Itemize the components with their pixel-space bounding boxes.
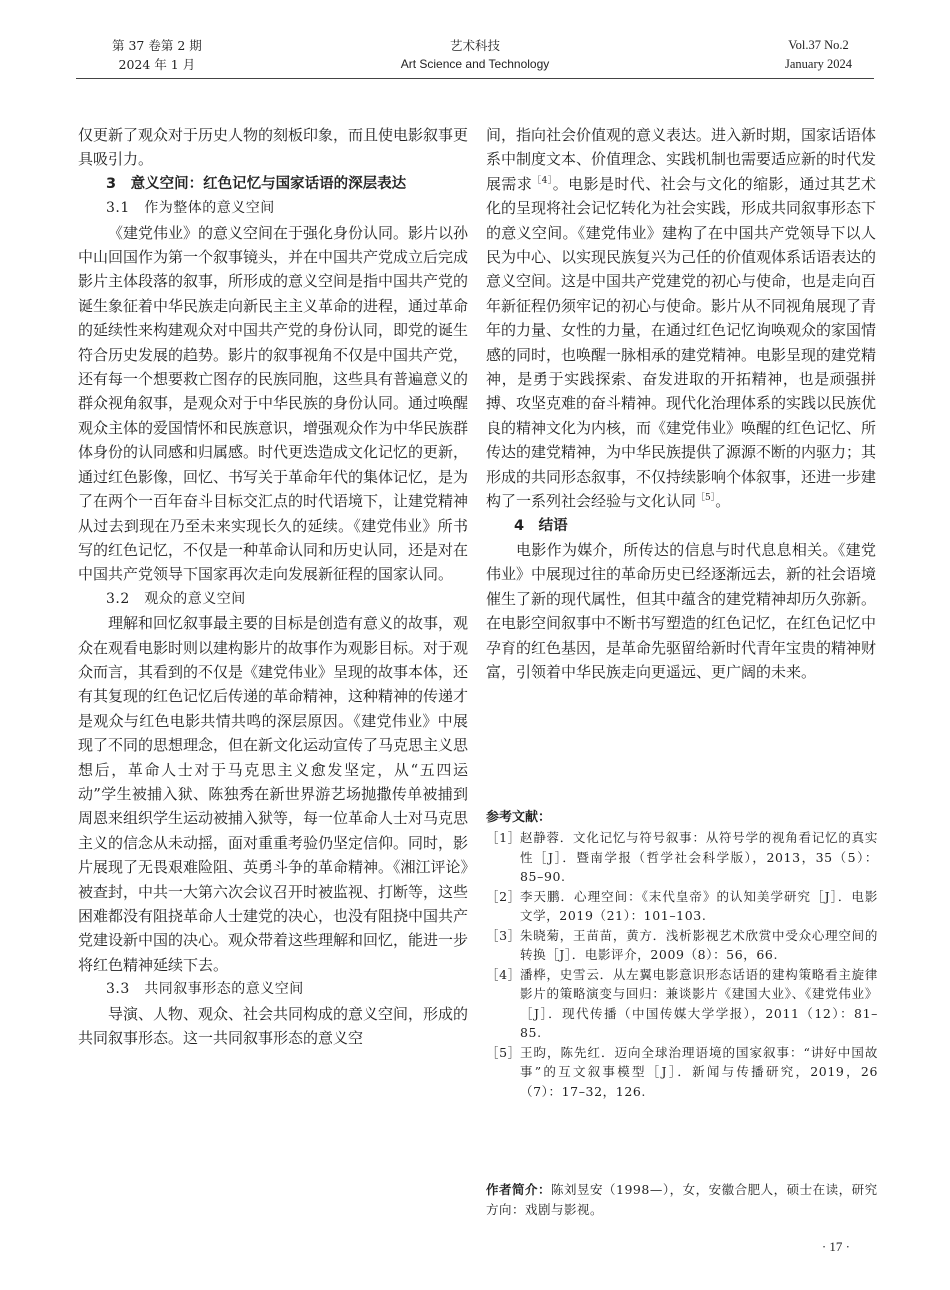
paragraph: 仅更新了观众对于历史人物的刻板印象，而且使电影叙事更具吸引力。: [78, 126, 469, 169]
reference-text: 朱晓菊，王苗苗，黄方．浅析影视艺术欣赏中受众心理空间的转换［J］．电影评介，2009（8）：56，66.: [520, 927, 878, 962]
paragraph-text: 。电影是时代、社会与文化的缩影，通过其艺术化的呈现将社会记忆转化为社会实践，形成共同叙事形态下的意义空间。《建党伟业》建构了在中国共产党领导下以人民为中心、以实现民族复兴为己任的价值观体系话语表达的意义空间。这是中国共产党建党的初心与使命，也是走向百年新征程仍须牢记的初心与使命。影片从不同视角展现了青年的力量、女性的力量，在通过红色记忆询唤观众的家国情感的同时，也唤醒一脉相承的建党精神。电影呈现的建党精神，是勇于实践探索、奋发进取的开拓精神，也是顽强拼搏、攻坚克难的奋斗精神。现代化治理体系的实践以民族优良的精神文化为内核，而《建党伟业》唤醒的红色记忆、所传达的建党精神，为中华民族提供了源源不断的内驱力；其形成的共同形态叙事，不仅持续影响个体叙事，还进一步建构了一系列社会经验与文化认同: [486, 174, 877, 511]
reference-text: 潘桦，史雪云．从左翼电影意识形态话语的建构策略看主旋律影片的策略演变与回归：兼谈影片《建国大业》、《建党伟业》［J］．现代传播（中国传媒大学学报），2011（12）：81–85.: [520, 966, 878, 1040]
citation-4: ［4］: [532, 175, 553, 186]
subsection-heading-3-3: 3.3 共同叙事形态的意义空间: [106, 981, 304, 998]
header-volume-en: Vol.37 No.2: [788, 38, 849, 52]
reference-item: [486, 887, 878, 926]
paragraph-text: 。: [715, 492, 731, 511]
paragraph: 电影作为媒介，所传达的信息与时代息息相关。《建党伟业》中展现过往的革命历史已经逐渐远去，新的社会语境催生了新的现代属性，但其中蕴含的建党精神却历久弥新。在电影空间叙事中不断书写塑造的红色记忆，在红色记忆中孕育的红色基因，是革命先驱留给新时代青年宝贵的精神财富，引领着中华民族走向更遥远、更广阔的未来。: [486, 540, 877, 681]
author-bio-text: 陈刘昱安（1998—），女，安徽合肥人，硕士在读，研究方向：戏剧与影视。: [486, 1182, 878, 1217]
reference-text: 李天鹏．心理空间：《末代皇帝》的认知美学研究［J］．电影文学，2019（21）：101–103.: [520, 888, 878, 923]
reference-number: ［2］: [486, 888, 521, 904]
paragraph-text: 间，指向社会价值观的意义表达。进入新时期，国家话语体系中制度文本、价值理念、实践机制也需要适应新的时代发展需求: [486, 126, 877, 193]
author-bio: [486, 1180, 878, 1220]
reference-item: [486, 1043, 878, 1102]
subsection-heading-3-2: 3.2 观众的意义空间: [106, 590, 246, 607]
header-rule: [76, 78, 874, 79]
section-heading-3: 3 意义空间：红色记忆与国家话语的深层表达: [106, 175, 407, 192]
header-date: 2024 年 1 月: [118, 57, 196, 72]
header-volume-issue: 第 37 卷第 2 期: [112, 38, 202, 53]
running-header-journal: [360, 36, 590, 74]
paragraph: 导演、人物、观众、社会共同构成的意义空间，形成的共同叙事形态。这一共同叙事形态的意义空: [78, 1004, 469, 1048]
reference-number: ［4］: [486, 966, 521, 982]
paragraph: 理解和回忆叙事最主要的目标是创造有意义的故事，观众在观看电影时则以建构影片的故事作为观影目标。对于观众而言，其看到的不仅是《建党伟业》呈现的故事本体，还有其复现的红色记忆后传递的革命精神，这种精神的传递才是观众与红色电影共情共鸣的深层原因。《建党伟业》中展现了不同的思想理念，但在新文化运动宣传了马克思主义思想后，革命人士对于马克思主义愈发坚定，从“五四运动”学生被捕入狱、陈独秀在新世界游艺场抛撒传单被捕到周恩来组织学生运动被捕入狱等，每一位革命人士对马克思主义的信念从未动摇，面对重重考验仍坚定信仰。同时，影片展现了无畏艰难险阻、英勇斗争的革命精神。《湘江评论》被查封，中共一大第六次会议召开时被监视、打断等，这些困难都没有阻挠革命人士建党的决心，也没有阻挠中国共产党建设新中国的决心。观众带着这些理解和回忆，能进一步将红色精神延续下去。: [78, 614, 469, 974]
reference-text: 王昀，陈先红．迈向全球治理语境的国家叙事：“讲好中国故事”的互文叙事模型［J］．新闻与传播研究，2019，26（7）：17–32，126.: [520, 1044, 878, 1099]
references-list: [486, 828, 878, 1101]
section-heading-4: 4 结语: [514, 517, 568, 534]
reference-item: [486, 828, 878, 887]
running-header-volume-en: [785, 36, 852, 74]
references-title: 参考文献：: [486, 810, 552, 825]
reference-number: ［1］: [486, 830, 521, 845]
paragraph: 《建党伟业》的意义空间在于强化身份认同。影片以孙中山回国作为第一个叙事镜头，并在中国共产党成立后完成影片主体段落的叙事，所形成的意义空间是指中国共产党的诞生象征着中华民族走向新民主主义革命的进程，通过革命的延续性来构建观众对中国共产党的身份认同，即党的诞生符合历史发展的趋势。影片的叙事视角不仅是中国共产党，还有每一个想要救亡图存的民族同胞，这些具有普遍意义的群众视角叙事，是观众对于中华民族的身份认同。通过唤醒观众主体的爱国情怀和民族意识，增强观众作为中华民族群体身份的认同感和归属感。时代更迭造成文化记忆的更新，通过红色影像，回忆、书写关于革命年代的集体记忆，是为了在两个一百年奋斗目标交汇点的时代语境下，让建党精神从过去到现在乃至未来实现长久的延续。《建党伟业》所书写的红色记忆，不仅是一种革命认同和历史认同，还是对在中国共产党领导下国家再次走向发展新征程的国家认同。: [78, 223, 469, 584]
reference-text: 赵静蓉．文化记忆与符号叙事：从符号学的视角看记忆的真实性［J］．暨南学报（哲学社会科学版），2013，35（5）：85–90.: [520, 830, 878, 884]
header-journal-cn: 艺术科技: [449, 38, 500, 53]
reference-number: ［5］: [486, 1044, 521, 1060]
left-column: [78, 123, 468, 1050]
running-header-volume: [112, 36, 202, 74]
header-date-en: January 2024: [785, 57, 852, 71]
paragraph: [486, 123, 876, 514]
reference-number: ［3］: [486, 927, 521, 943]
header-journal-en: Art Science and Technology: [400, 57, 550, 71]
citation-5: ［5］: [696, 493, 716, 504]
reference-item: [486, 926, 878, 965]
right-column: [486, 123, 876, 684]
reference-item: [486, 965, 878, 1043]
author-bio-label: 作者简介：: [486, 1182, 552, 1197]
subsection-heading-3-1: 3.1 作为整体的意义空间: [106, 200, 275, 217]
page-number: · 17 ·: [821, 1239, 850, 1254]
